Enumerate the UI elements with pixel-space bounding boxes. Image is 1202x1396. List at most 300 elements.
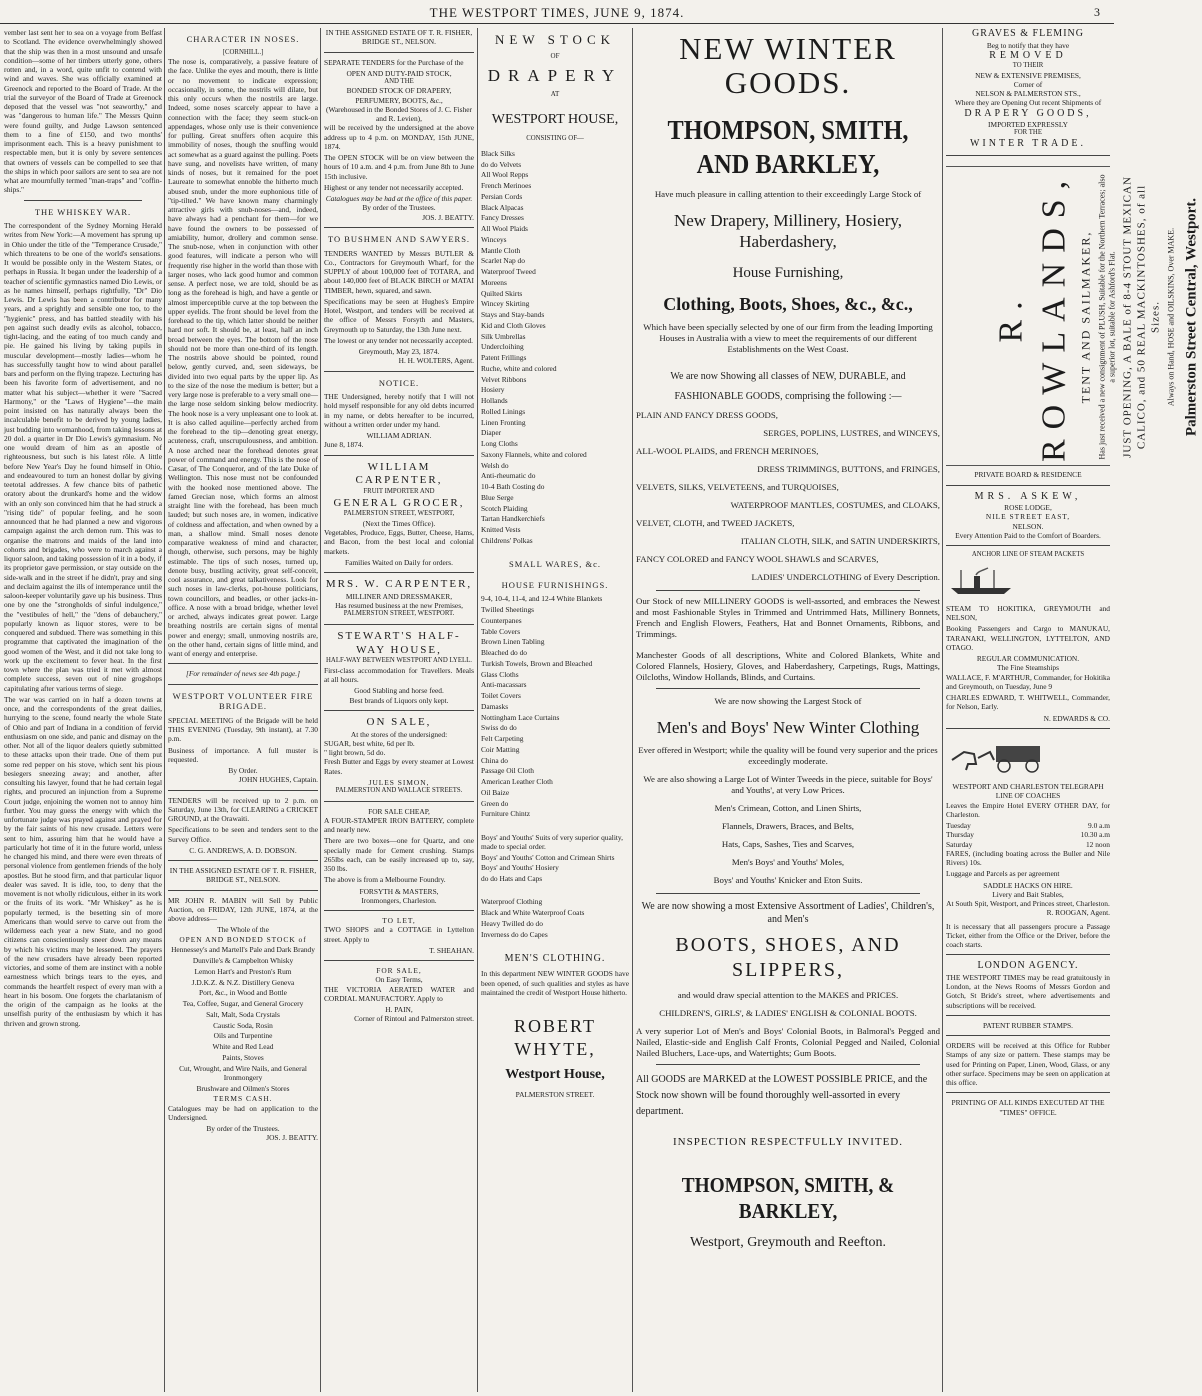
list-item: Swiss do do xyxy=(481,723,517,733)
list-item: Quilted Skirts xyxy=(481,288,523,298)
coach-icon xyxy=(946,740,1056,774)
ad-text: Livery and Bait Stables, xyxy=(992,889,1064,899)
list-item: Scarlet Nap do xyxy=(481,256,525,266)
list-item: Twilled Sheetings xyxy=(481,605,535,615)
list-item: Brown Linen Tabling xyxy=(481,637,545,647)
ad-signature: H. H. WOLTERS, Agent. xyxy=(398,356,474,366)
divider xyxy=(946,1092,1110,1093)
list-item: Lemon Hart's and Preston's Rum xyxy=(194,966,292,976)
divider xyxy=(324,227,474,228)
ad-text: MR JOHN R. MABIN will Sell by Public Auction, on FRIDAY, 12th JUNE, 1874, at the above address— xyxy=(168,895,318,924)
list-item: Oils and Turpentine xyxy=(213,1031,273,1041)
schedule-row xyxy=(946,821,1110,830)
article-text: The war was carried on in half a dozen towns at once, and the correspondents of the great dailies, hurrying to the scene, found nearly the whole State of Ohio and part of Indiana in a condition of fervid enthusiasm on one side, and panic and dismay on the other. Not all of the liquor dealers quietly submitted to these attacks upon their trade. One of them put some red pepper on his stove, which sent his pious besiegers sneezing away; and another, after consulting his lawyer, found that he had certain legal rights, and procured an injunction from a Supreme Court judge, enjoining the women not to annoy him further. You may guess the energy with which the unfortunate judge was prayed against and prayed for by the fair saints of his new crusade. Letters were sent to him, assuring him that he would have a particularly hot time of it in the future world, unless he changed his mind, and there were even threats of personal violence from gentlemen friends of the holy apostles. But he stood firm, and that particular liquor dealer was saved. It is idle, too, to deny that the movement is not wholly ridiculous, either in its work or the fruits of its work. "Mr Whiskey" as he is popularly termed, is the besetting sin of more Americans than would serve to carve out from the wilderness each year a new State, and no good citizens can conscientiously sneer down any means by which his victims may be lessened. The prayers of the new crusaders have already been reported victories, and some of them are instinct with a noble earnestness which brings tears to the eyes, and commands the heartfelt respect of every man with a heart in his bosom. One forgets the charlatanism of the origin of the campaign as he looks at the unselfish purity of the enthusiasm by which it has thriven and grown strong. xyxy=(4,694,162,1028)
divider xyxy=(946,954,1110,955)
list-item: Damasks xyxy=(481,701,509,711)
news-note: [For remainder of news see 4th page.] xyxy=(185,669,301,679)
ad-text: OPEN AND DUTY-PAID STOCK, xyxy=(346,68,452,78)
ad-heading: REMOVED xyxy=(989,49,1067,61)
ad-text: AND THE xyxy=(384,78,414,85)
list-item: Toilet Covers xyxy=(481,691,521,701)
ad-signature: H. PAIN, xyxy=(385,1005,413,1015)
ad-heading: REGULAR COMMUNICATION. xyxy=(976,654,1080,664)
schedule-time: 10.30 a.m xyxy=(1080,830,1110,840)
list-item: Diaper xyxy=(481,428,502,438)
ad-signature: WILLIAM ADRIAN. xyxy=(366,431,432,441)
column-divider xyxy=(477,28,478,1392)
ad-signature: FORSYTH & MASTERS, xyxy=(359,886,439,896)
ad-text: We are now Showing all classes of NEW, DURABLE, and xyxy=(670,371,906,383)
ad-text: NELSON. xyxy=(1012,521,1044,531)
list-item: Bleached do do xyxy=(481,648,527,658)
divider xyxy=(946,545,1110,546)
ad-heading: FOR SALE, xyxy=(376,966,422,976)
ad-text: It is necessary that all passengers procure a Passage Ticket, either from the Office or the Driver, before the coach starts. xyxy=(946,921,1110,950)
schedule-day: Tuesday xyxy=(946,821,971,831)
ad-text: By order of the Trustees. xyxy=(206,1124,280,1134)
ad-text: OF xyxy=(550,52,560,61)
ad-text: Has just received a new consignment of PLUSH, Suitable for the Northern Terraces; also a superior lot, suitable for Ashford's Flat. xyxy=(1097,174,1117,460)
list-item: Saxony Flannels, white and colored xyxy=(481,449,587,459)
divider xyxy=(946,485,1110,486)
list-item: American Leather Cloth xyxy=(481,777,553,787)
ad-heading: WILLIAM CARPENTER, xyxy=(355,460,443,487)
section-heading: HOUSE FURNISHINGS. xyxy=(501,579,609,590)
ad-text: The lowest or any tender not necessarily accepted. xyxy=(324,335,473,345)
column-6 xyxy=(946,28,1200,1392)
ad-text: WATERPROOF MANTLES, COSTUMES, and CLOAKS, xyxy=(730,500,940,511)
ad-text: Boys' and Youths' Knicker and Eton Suits. xyxy=(713,875,863,886)
ad-text: June 8, 1874. xyxy=(324,440,364,450)
ad-text: Corner of xyxy=(1013,79,1043,89)
list-item: Counterpanes xyxy=(481,615,522,625)
ad-text: PLAIN AND FANCY DRESS GOODS, xyxy=(636,410,778,421)
list-item: Long Cloths xyxy=(481,439,518,449)
ad-text: Fresh Butter and Eggs by every steamer at Lowest Rates. xyxy=(324,757,474,776)
ad-text: and would draw special attention to the MAKES and PRICES. xyxy=(677,990,899,1001)
ad-text: By Order. xyxy=(228,766,258,776)
rowlands-ad xyxy=(946,166,1200,466)
divider xyxy=(324,801,474,802)
list-item: Rolled Linings xyxy=(481,406,526,416)
divider xyxy=(946,1035,1110,1036)
ad-text: A FOUR-STAMPER IRON BATTERY, complete and nearly new. xyxy=(324,815,474,835)
ad-text: Where they are Opening Out recent Shipments of xyxy=(954,98,1102,108)
ad-text: Luggage and Parcels as per agreement xyxy=(946,869,1060,879)
list-item: Fancy Dresses xyxy=(481,213,524,223)
divider xyxy=(656,688,920,689)
list-item: Nottingham Lace Curtains xyxy=(481,712,560,722)
list-item: Kid and Cloth Gloves xyxy=(481,320,546,330)
ad-text: In this department NEW WINTER GOODS have been opened, of such qualities and styles as have maintained the credit of Westport House hitherto. xyxy=(481,969,629,997)
list-item: 9-4, 10-4, 11-4, and 12-4 White Blankets xyxy=(481,594,603,604)
ad-heading: STEWART'S HALF-WAY HOUSE, xyxy=(337,629,461,656)
ad-signature: THOMPSON, SMITH, & BARKLEY, xyxy=(681,1172,895,1224)
ad-text: Catalogues may be had on application to the Undersigned. xyxy=(168,1103,318,1122)
ad-heading: TO LET, xyxy=(382,916,416,926)
ad-text: Beg to notify that they have xyxy=(986,40,1070,50)
ad-heading: THOMPSON, SMITH, AND BARKLEY, xyxy=(667,115,909,179)
ad-heading: PRIVATE BOARD & RESIDENCE xyxy=(974,470,1082,480)
list-item: Hennessey's and Martell's Pale and Dark Brandy xyxy=(171,945,315,955)
ad-text: All GOODS are MARKED at the LOWEST POSSIBLE PRICE, and the Stock now shown will be found thoroughly well-assorted in every department. xyxy=(636,1074,928,1118)
divider xyxy=(168,790,318,791)
ad-text: Which have been specially selected by one of our firm from the leading Importing Houses in Australia with a view to meet the requirements of our different Establishments on the West Coast. xyxy=(643,322,933,355)
ad-text: At the stores of the undersigned: xyxy=(350,729,448,739)
ad-heading: GRAVES & FLEMING xyxy=(972,28,1084,39)
ad-text: SERGES, POPLINS, LUSTRES, and WINCEYS, xyxy=(763,428,940,439)
ad-text: THE WESTPORT TIMES may be read gratuitously in London, at the News Rooms of Messrs Gordon and Gotch, St Bride's street, where advertisements and subscriptions will be received. xyxy=(946,972,1110,1010)
ad-heading: NOTICE. xyxy=(378,377,420,388)
list-item: Inverness do do Capes xyxy=(481,929,548,939)
ad-text: Corner of Rintoul and Palmerston street. xyxy=(354,1014,474,1024)
ad-text: CONSISTING OF— xyxy=(526,134,584,142)
ad-signature: R. ROOGAN, Agent. xyxy=(1046,908,1110,918)
list-item: Dunville's & Campbelton Whisky xyxy=(192,956,294,966)
ad-text: Hats, Caps, Sashes, Ties and Scarves, xyxy=(721,839,855,850)
ad-heading: NEW WINTER GOODS. xyxy=(679,31,897,101)
ad-text: CHILDREN'S, GIRLS', & LADIES' ENGLISH & COLONIAL BOOTS. xyxy=(659,1008,917,1019)
list-item: All Wool Plaids xyxy=(481,224,528,234)
ad-text: The Fine Steamships xyxy=(997,663,1059,673)
ad-text: Men's Boys' and Youths' Moles, xyxy=(731,857,845,868)
ad-text: Specifications to be seen and tenders sent to the Survey Office. xyxy=(168,825,318,844)
ad-heading: SADDLE HACKS ON HIRE. xyxy=(983,880,1073,890)
ad-heading: ON SALE, xyxy=(366,715,432,728)
ad-text: FANCY COLORED and FANCY WOOL SHAWLS and SCARVES, xyxy=(636,554,879,565)
ad-signature: T. SHEAHAN. xyxy=(429,945,474,955)
column-2 xyxy=(168,28,318,1392)
article-text: vember last sent her to sea on a voyage from Belfast to Scotland. The evidence overwhelmingly showed that the ship was then in a most unsound and unsafe condition—some of her timbers utterly gone, others rotten and, in a word, quite unfit to contend with wind and waves. She was officially examined at Greenock and reported to the Board of Trade. At the trial the surveyor of the Board of Trade at Greenock deposed that the vessel was "not seaworthy," and was "dangerous to human life." The Messrs Quinn were found guilty, and Judge Lawson sentenced them to a fine of £150, and two months' imprisonment each. This is a heavy punishment to respectable men, but it is only by severe sentences that owners of vessels can be compelled to see that the ships in which poor sailors are sent to sea are not what are mournfully termed "man-traps" and "coffin-ships." xyxy=(4,28,162,195)
ad-text: FASHIONABLE GOODS, comprising the following :— xyxy=(674,390,902,402)
ad-heading: WESTPORT AND CHARLESTON TELEGRAPH LINE OF COACHES xyxy=(952,782,1104,801)
ad-text: SEPARATE TENDERS for the Purchase of the xyxy=(324,57,464,67)
article-heading: CHARACTER IN NOSES. xyxy=(186,34,300,44)
list-item: Brushware and Oilmen's Stores xyxy=(196,1083,290,1093)
list-item: Table Covers xyxy=(481,626,521,636)
ad-text: FOR THE xyxy=(1013,129,1042,137)
ad-text: will be received by the undersigned at the above address up to 4 p.m. on MONDAY, 15th JUNE, 1874. xyxy=(324,123,474,151)
ad-text: NEW & EXTENSIVE PREMISES, xyxy=(975,70,1081,80)
ad-heading: IN THE ASSIGNED ESTATE OF T. R. FISHER, BRIDGE ST., NELSON. xyxy=(325,28,473,47)
ad-heading: MRS. W. CARPENTER, xyxy=(325,578,473,591)
ad-text: IMPORTED EXPRESSLY xyxy=(988,120,1068,130)
list-item: Black Silks xyxy=(481,148,515,158)
ad-text: Westport, Greymouth and Reefton. xyxy=(690,1235,886,1251)
ad-heading: WESTPORT VOLUNTEER FIRE BRIGADE. xyxy=(172,690,314,712)
ad-text: Flannels, Drawers, Braces, and Belts, xyxy=(722,821,854,832)
ad-heading: R. ROWLANDS, xyxy=(992,171,1072,463)
list-item: do do Velvets xyxy=(481,159,522,169)
column-divider xyxy=(942,28,943,1392)
list-item: Persian Cords xyxy=(481,191,523,201)
column-5 xyxy=(636,28,940,1392)
list-item: Caustic Soda, Rosin xyxy=(213,1020,273,1030)
ad-text: Leaves the Empire Hotel EVERY OTHER DAY, for Charleston. xyxy=(946,800,1110,819)
schedule-time: 9.0 a.m xyxy=(1088,821,1110,831)
column-divider xyxy=(320,28,321,1392)
ad-text: JUST OPENING, A BALE of 8-4 STOUT MEXICAN CALICO, and 50 REAL MACKINTOSHES, of all Sizes. xyxy=(1121,176,1161,459)
column-1 xyxy=(4,28,162,1392)
ad-text: ORDERS will be received at this Office for Rubber Stamps of any size or pattern. These stamps may be used for Printing on Paper, Linen, Wood, Glass, or any other surface. Specimens may be seen on application at this office. xyxy=(946,1041,1110,1088)
ad-text: OPEN AND BONDED STOCK of xyxy=(179,934,307,944)
list-item: Silk Umbrellas xyxy=(481,331,526,341)
page-number: 3 xyxy=(1094,5,1100,19)
ad-heading: DRAPERY xyxy=(487,66,623,85)
list-item: Turkish Towels, Brown and Bleached xyxy=(481,658,593,668)
schedule-day: Saturday xyxy=(946,839,973,849)
list-item: Stays and Stay-bands xyxy=(481,310,545,320)
divider xyxy=(324,371,474,372)
ad-text: PALMERSTON STREET, WESTPORT. xyxy=(343,610,455,618)
schedule-day: Thursday xyxy=(946,830,974,840)
ad-text: Ever offered in Westport; while the quality will be found very superior and the prices exceedingly moderate. xyxy=(638,745,938,767)
list-item: Childrens' Polkas xyxy=(481,535,533,545)
ad-text: FARES, (including boating across the Buller and Nile Rivers) 10s. xyxy=(946,848,1110,868)
ad-text: Every Attention Paid to the Comfort of Boarders. xyxy=(955,530,1101,540)
divider xyxy=(324,710,474,711)
ad-heading: Westport House, xyxy=(505,1067,605,1083)
ad-text: " light brown, 5d do. xyxy=(324,748,386,758)
ad-text: TENDERS WANTED by Messrs BUTLER & Co., Contractors for Greymouth Wharf, for the SUPPLY of about 100,000 feet of TOTARA, and about 140,000 feet of BLACK BIRCH or MATAI TIMBER, hewn, squared, and sawn. xyxy=(324,248,474,295)
ad-text: Greymouth, May 23, 1874. xyxy=(358,347,440,357)
ad-signature: N. EDWARDS & CO. xyxy=(1043,713,1110,723)
ad-text: TENT AND SAILMAKER, xyxy=(1078,231,1093,404)
ad-signature: JOS. J. BEATTY. xyxy=(422,212,474,222)
ad-text: PALMERSTON STREET, WESTPORT, xyxy=(343,510,455,518)
ad-heading: GENERAL GROCER, xyxy=(333,496,465,509)
divider xyxy=(946,155,1110,156)
ad-text: Specifications may be seen at Hughes's Empire Hotel, Westport, and tenders will be received at the office of Messrs Forsyth and Masters, Greymouth up to Saturday, the 13th June next. xyxy=(324,296,474,334)
ad-text: PALMERSTON STREET. xyxy=(515,1089,595,1099)
ad-text: Our Stock of new MILLINERY GOODS is well-assorted, and embraces the Newest and most Fashionable Styles in Trimmed and Untrimmed Hats, Millinery Bonnets, French and English Flowers, Feathers, Hat and Bonnet Ornaments, Ribbons, and Trimmings. xyxy=(636,596,940,640)
list-item: Blue Serge xyxy=(481,492,514,502)
ad-signature: JULES SIMON, xyxy=(368,777,430,787)
divider xyxy=(168,860,318,861)
ad-text: VELVETS, SILKS, VELVETEENS, and TURQUOISES, xyxy=(636,482,839,493)
list-item: Black and White Waterproof Coats xyxy=(481,908,585,918)
list-item: Winceys xyxy=(481,234,507,244)
article-text: The nose is, comparatively, a passive feature of the face. Unlike the eyes and mouth, there is little or no movement to indicate expression; occasionally, in some, the nostrils will dilate, but this only occurs when the nostrils are large. Indeed, some noses scarcely appear to have a connection with the face; they seem stuck-on appendages, whose only use is their convenience for pulling. Great snuffers often acquire this immobility of noses, though the snuffing would act somewhat as a guard against the pulling. Poets have sung, and novelists have written, of many kinds of noses, but it remained for the poet Laureate to somewhat ennoble the hitherto much abused snub, under the more euphonious title of "tip-tilted." We have known many charmingly attractive girls with snub-noses—and, indeed, have always had a penchant for them—for we have found the owners to be possessed of amiability, humor, drollery and common sense. The snub-nose, when in conjunction with other good features, will indicate a person who will frequently rise higher in the world than those with larger noses, who lack good humor and common sense. A perfect nose, we are told, should be as long as the forehead is high, and have a gentle or almost imperceptible curve at the top between the upper eyelids. The front should be level from the forehead to the tip, which latter should be neither hard nor soft. It should be, at least, half an inch broad between the eyes. The bottom of the nose should not be more than one-third of its length. The nostrils above should be pointed, round below, gently curved, and, seen sideways, be divided into two equal parts by the upper lip. As to the size of the nose the medium is better; but a very large nose is preferable to a very small one—the large nose seldom sinking below mediocrity. The hook nose is a very unpleasant one to look at. It is also called aquiline—perfectly arched from the forehead to the tip—denoting great energy, acuteness, craft, unscrupulousness, and ambition. A nose arched near the forehead denotes great power of command and energy. This is the nose of Cæsar, of The Conqueror, and of the late Duke of Wellington. This nose must not be confounded with the hooked nose mentioned above. The famed Grecian nose, which forms an almost straight line with the forehead, has been much lauded; but such noses are, in women, indicative of coldness and affectation, and when owned by a man, a shallow mind. Small noses denote comparative weakness of mind and character, though, otherwise, such persons, may be highly estimable. The tips of such noses, turned up, denote busy, bustling activity, great self-conceit, cool assurance, and great talkativeness. Look for such noses in law-clerks, pot-house politicians, town councillors, and beadles, or other jacks-in-office. A nose with a broad bridge, whether level or arched, always indicates great power. Large breathing nostrils are certain signs of mental power and energy; small, unmoving nostrils are, on the other hand, certain signs of little mind, and want of energy and enterprise. xyxy=(168,57,318,659)
list-item: Boys' and Youths' Cotton and Crimean Shirts xyxy=(481,852,615,862)
ad-signature: ROBERT WHYTE, xyxy=(514,1016,596,1059)
ad-text: At South Spit, Westport, and Princes street, Charleston. xyxy=(946,899,1110,909)
ad-text: A very superior Lot of Men's and Boys' Colonial Boots, in Balmoral's Pegged and Nailed, Elastic-side and English Calf Fronts, Colonial Pegged and Nailed, Colonial Nailed Bluchers, Lace-ups, and Watertights; Gum Boots. xyxy=(636,1026,940,1059)
list-item: China do xyxy=(481,755,508,765)
list-item: Boys' and Youths' Suits of very superior quality, made to special order. xyxy=(481,832,623,851)
section-heading: MEN'S CLOTHING. xyxy=(504,952,606,964)
ad-heading: Clothing, Boots, Shoes, &c., &c., xyxy=(663,293,913,314)
masthead xyxy=(0,0,1114,24)
divider xyxy=(324,52,474,53)
ad-heading: WINTER TRADE. xyxy=(969,137,1087,149)
list-item: Welsh do xyxy=(481,460,509,470)
ad-heading: New Drapery, Millinery, Hosiery, Haberdashery, xyxy=(673,210,902,251)
ad-text: Highest or any tender not necessarily accepted. xyxy=(324,182,464,192)
ad-text: Catalogues may be had at the office of this paper. xyxy=(325,194,473,204)
list-item: Passage Oil Cloth xyxy=(481,766,534,776)
ad-text: Has resumed business at the new Premises, xyxy=(335,601,463,611)
column-3 xyxy=(324,28,474,1392)
schedule-row xyxy=(946,840,1110,849)
divider xyxy=(324,910,474,911)
ad-text: STEAM TO HOKITIKA, GREYMOUTH and NELSON, xyxy=(946,603,1110,623)
ad-text: HALF-WAY BETWEEN WESTPORT AND LYELL. xyxy=(326,657,472,665)
list-item: 10-4 Bath Costing do xyxy=(481,482,545,492)
ad-text: SUGAR, best white, 6d per lb. xyxy=(324,738,415,748)
ad-text: Booking Passengers and Cargo to MANUKAU, TARANAKI, WELLINGTON, LYTTELTON, AND OTAGO. xyxy=(946,624,1110,652)
ad-text: LADIES' UNDERCLOTHING of Every Description. xyxy=(751,572,940,583)
list-item: Undercloihing xyxy=(481,342,524,352)
ad-text: Vegetables, Produce, Eggs, Butter, Cheese, Hams, and Bacon, from the best local and colonial markets. xyxy=(324,528,474,556)
list-item: All Wool Repps xyxy=(481,170,529,180)
list-item: Salt, Malt, Soda Crystals xyxy=(206,1009,280,1019)
ad-text: FRUIT IMPORTER AND xyxy=(363,488,435,496)
ad-text: ROSE LODGE, xyxy=(1004,503,1052,513)
ad-text: Have much pleasure in calling attention to their exceedingly Large Stock of xyxy=(654,188,922,199)
divider xyxy=(24,200,142,201)
list-item: Coir Matting xyxy=(481,744,520,754)
ad-heading: TO BUSHMEN AND SAWYERS. xyxy=(327,233,471,244)
ad-text: THE Undersigned, hereby notify that I will not hold myself responsible for any old debts incurred in my name, or debts hereafter to be incurred, without a written order under my hand. xyxy=(324,392,474,429)
list-item: Furniture Chintz xyxy=(481,809,531,819)
ad-heading: DRAPERY GOODS, xyxy=(964,107,1092,119)
ad-signature: C. G. ANDREWS, A. D. DOBSON. xyxy=(189,845,297,855)
ad-text: Manchester Goods of all descriptions, White and Colored Blankets, White and Colored Flannels, Hosiery, Gloves, and Haberdashery, Carpetings, Rugs, Mattings, Oilcloths, Window Hollands, Blinds, and Curtains. xyxy=(636,650,940,683)
ad-heading: FOR SALE CHEAP, xyxy=(368,806,430,816)
ad-text: Ironmongers, Charleston. xyxy=(361,895,437,905)
ad-text: Families Waited on Daily for orders. xyxy=(344,557,454,567)
list-item: Moreens xyxy=(481,277,507,287)
list-item: Port, &c., in Wood and Bottle xyxy=(199,988,287,998)
ad-heading: BOOTS, SHOES, AND SLIPPERS, xyxy=(675,934,901,982)
ad-text: On Easy Terms, xyxy=(375,975,423,985)
ad-text: We are also showing a Large Lot of Winter Tweeds in the piece, suitable for Boys' and Youths', at very Low Prices. xyxy=(643,774,933,796)
list-item: White and Red Lead xyxy=(212,1042,274,1052)
list-item: Waterproof Tweed xyxy=(481,267,536,277)
list-item: Waterproof Clothing xyxy=(481,897,543,907)
list-item: Mantle Cloth xyxy=(481,245,521,255)
divider xyxy=(168,684,318,685)
ad-text: The OPEN STOCK will be on view between the hours of 10 a.m. and 4 p.m. from June 8th to June 15th inclusive. xyxy=(324,153,474,181)
ad-heading: ANCHOR LINE OF STEAM PACKETS xyxy=(971,551,1085,559)
divider xyxy=(946,728,1110,729)
list-item: Linen Fronting xyxy=(481,417,526,427)
list-item: Paints, Stoves xyxy=(222,1052,264,1062)
column-divider xyxy=(164,28,165,1392)
list-item: Anti-rheumatic do xyxy=(481,471,536,481)
ad-text: PALMERSTON AND WALLACE STREETS. xyxy=(335,787,463,795)
ad-text: MILLINER AND DRESSMAKER, xyxy=(345,591,453,601)
ad-text: We are now showing the Largest Stock of xyxy=(714,696,862,707)
list-item: Glass Cloths xyxy=(481,669,519,679)
ad-heading: Men's and Boys' New Winter Clothing xyxy=(656,718,920,738)
ad-heading: Palmerston Street Central, Westport. xyxy=(1183,198,1200,437)
ad-text: VELVET, CLOTH, and TWEED JACKETS, xyxy=(636,518,795,529)
divider xyxy=(656,590,920,591)
list-item: Anti-macassars xyxy=(481,680,527,690)
list-item: J.D.K.Z. & N.Z. Distillery Geneva xyxy=(191,977,295,987)
ad-text: Good Stabling and horse feed. xyxy=(354,686,444,696)
ad-text: We are now showing a most Extensive Assortment of Ladies', Children's, and Men's xyxy=(641,901,935,925)
article-source: [CORNHILL.] xyxy=(222,48,264,56)
ad-text: ITALIAN CLOTH, SILK, and SATIN UNDERSKIRTS, xyxy=(740,536,940,547)
ad-text: AT xyxy=(550,90,560,99)
divider xyxy=(168,663,318,664)
list-item: Tartan Handkerchiefs xyxy=(481,514,545,524)
ad-text: TO THEIR xyxy=(1012,62,1044,70)
ad-text: CHARLES EDWARD, T. WHITWELL, Commander, for Nelson, Early. xyxy=(946,693,1110,712)
ad-text: Always on Hand, HOSE and OILSKINS, Over MAKE. xyxy=(1166,228,1176,407)
list-item: Cut, Wrought, and Wire Nails, and General Ironmongery xyxy=(179,1063,307,1082)
ad-text: THE VICTORIA AERATED WATER and CORDIAL MANUFACTORY. Apply to xyxy=(324,984,474,1003)
ad-text: By order of the Trustees. xyxy=(362,203,436,213)
list-item: Green do xyxy=(481,798,509,808)
ad-text: WALLACE, F. M'ARTHUR, Commander, for Hokitika and Greymouth, on Tuesday, June 9 xyxy=(946,672,1111,691)
ad-text: (Next the Times Office). xyxy=(362,518,436,528)
ad-text: INSPECTION RESPECTFULLY INVITED. xyxy=(672,1136,904,1149)
ad-heading: PATENT RUBBER STAMPS. xyxy=(983,1020,1073,1030)
divider xyxy=(946,1015,1110,1016)
ad-signature: JOHN HUGHES, Captain. xyxy=(238,775,318,785)
ad-text: BONDED STOCK OF DRAPERY, PERFUMERY, BOOTS, &c., xyxy=(346,86,452,105)
ad-text: TERMS CASH. xyxy=(213,1094,273,1104)
ad-text: DRESS TRIMMINGS, BUTTONS, and FRINGES, xyxy=(757,464,940,475)
ad-text: The Whole of the xyxy=(217,925,269,935)
divider xyxy=(168,890,318,891)
ad-text: Best brands of Liquors only kept. xyxy=(349,695,449,705)
list-item: Ruche, white and colored xyxy=(481,363,557,373)
list-item: Patent Frillings xyxy=(481,353,527,363)
ad-text: The above is from a Melbourne Foundry. xyxy=(324,875,446,885)
list-item: Wincey Skirting xyxy=(481,299,530,309)
schedule-row xyxy=(946,830,1110,839)
list-item: Hosiery xyxy=(481,385,505,395)
ad-text: ALL-WOOL PLAIDS, and FRENCH MERINOES, xyxy=(636,446,819,457)
steamship-icon xyxy=(946,566,1016,596)
ad-heading: LONDON AGENCY. xyxy=(977,960,1079,972)
column-divider xyxy=(632,28,633,1392)
ad-text: Men's Crimean, Cotton, and Linen Shirts, xyxy=(714,803,862,814)
list-item: do do Hats and Caps xyxy=(481,874,543,884)
list-item: Felt Carpeting xyxy=(481,734,524,744)
list-item: Scotch Plaiding xyxy=(481,503,528,513)
divider xyxy=(324,960,474,961)
ad-heading: MRS. ASKEW, xyxy=(974,490,1082,502)
ad-text: NILE STREET EAST, xyxy=(985,512,1071,522)
ad-text: NELSON & PALMERSTON STS., xyxy=(975,89,1081,99)
schedule-time: 12 noon xyxy=(1085,839,1110,849)
list-item: French Merinoes xyxy=(481,181,532,191)
ad-heading: WESTPORT HOUSE, xyxy=(491,112,619,127)
ad-text: (Warehoused in the Bonded Stores of J. C. Fisher and R. Levien), xyxy=(326,104,472,124)
ad-heading: NEW STOCK xyxy=(495,32,615,47)
list-item: Heavy Twilled do do xyxy=(481,918,543,928)
list-item: Velvet Ribbons xyxy=(481,374,527,384)
divider xyxy=(656,893,920,894)
ad-text: TWO SHOPS and a COTTAGE in Lyttelton street. Apply to xyxy=(324,925,474,944)
list-item: Oil Baize xyxy=(481,787,510,797)
list-item: Knitted Vests xyxy=(481,525,521,535)
ad-heading: House Furnishing, xyxy=(732,265,844,282)
article-heading: THE WHISKEY WAR. xyxy=(34,206,132,217)
page-title: THE WESTPORT TIMES, JUNE 9, 1874. xyxy=(429,5,685,20)
article-text: The correspondent of the Sydney Morning Herald writes from New York:—A movement has sprung up in Ohio under the title of the "Temperance Crusade," which threatens to be one of the world's sensations. It would be possible only in the Western States, or perhaps in Russia. It began under the leadership of a teacher of scientific gymnastics named Dio Lewis, or as he names himself, perhaps rightfully, "Dr" Dio Lewis. Dr Lewis has been a contributor for many years, and a sprightly and sensible one too, to the "hygienic" press, and has battled steadily with his pen against such deadly evils as alcohol, tobacco, tight-lacing, and the eating of too much candy and pie. He gained his living by taking pupils in muscular development—mostly ladies—whom he has successfully taught how to wind about parallel bars and perform on the flying trapeze. Lecturing has been his favorite form of advertisement, and no matter what his subject—whether it were "Sacred Harmony," or the "Laws of Hygiene"—the main point insisted on has naturally always been the incalculable benefit to be derived by young ladies, just budding into womanhood, from taking lessons at 20 dol. a quarter in Dr Dio Lewis's gymnasium. No one would dream of him as an apostle of righteousness, but such is his latest rôle. A little before New Year's Day he found himself in Ohio, and endeavoured to turn an honest dollar by giving teetotal addresses. A few chance bits of pathetic oratory about the drunkard's home and the widow with an only son convinced him that he had struck a "rising tide" of popular feeling, and he soon announced that he had planned a new and vigorous campaign against the arch demon rum. This was to organise the matrons and maids of the land into cohorts and brigades, who were to march against a liquor saloon, and taking possession of it in a body, if its proprietor gave permission, or stay outside on the side-walk and in the street if he didn't, pray and sing and declaim against the ills of intemperance until the saloon-keeper voluntarily gave up his business. Thus one by one the "strongholds of sinful indulgence," the "vestibules of hell," the "dens of debauchery," popularly known as liquor stores, were to be conquered and subdued. There was something in this programme that captivated the imagination of the good women of the West, and it did not take long to work up the excitement to fever heat. In the first town where the plan was tried it met with almost complete success, seven out of nine grogshops capitulating after various terms of siege. xyxy=(4,221,162,693)
divider xyxy=(324,572,474,573)
ad-text: First-class accommodation for Travellers. Meals at all hours. xyxy=(324,665,474,685)
column-4 xyxy=(481,28,629,1392)
ad-text: Business of importance. A full muster is requested. xyxy=(168,745,318,764)
